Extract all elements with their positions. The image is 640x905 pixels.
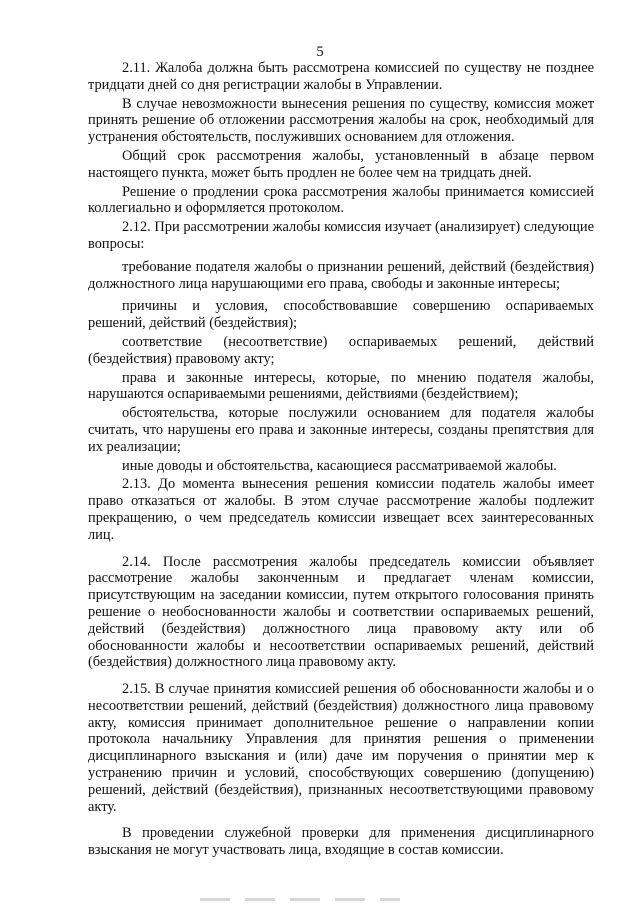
paragraph-2-14: 2.14. После рассмотрения жалобы председатель комиссии объявляет рассмотрение жалобы законченным и предлагает членам комиссии, присутствующим на заседании комиссии, путем открытого голосования принять решение о необоснованности жалобы и соответствии оспариваемых решений, действий (бездействия) должностного лица правовому акту или об обоснованности жалобы и несоответствии оспариваемых решений, действий (бездействия) должностного лица правовому акту. [88, 553, 594, 671]
paragraph-extension-decision: Решение о продлении срока рассмотрения жалобы принимается комиссией коллегиально и оформляется протоколом. [88, 183, 594, 217]
list-item-circumstances: обстоятельства, которые послужили основанием для подателя жалобы считать, что нарушены его права и законные интересы, созданы препятствия для их реализации; [88, 405, 594, 455]
paragraph-2-15: 2.15. В случае принятия комиссией решения об обоснованности жалобы и о несоответствии решений, действий (бездействия) должностного лица правовому акту, комиссия принимает дополнительное решение о направлении копии протокола начальнику Управления для принятия решения о применении дисциплинарного взыскания и (или) даче им поручения о принятии мер к устранению причин и условий, способствующих совершению (допущению) решений, действий (бездействия), признанных несоответствующими правовому акту. [88, 681, 594, 815]
paragraph-disciplinary-check: В проведении служебной проверки для применения дисциплинарного взыскания не могут участвовать лица, входящие в состав комиссии. [88, 825, 594, 859]
list-item-compliance: соответствие (несоответствие) оспариваемых решений, действий (бездействия) правовому акту; [88, 333, 594, 367]
page-number: 5 [316, 44, 324, 60]
document-body [88, 60, 594, 859]
list-item-rights: права и законные интересы, которые, по мнению подателя жалобы, нарушаются оспариваемыми решениями, действиями (бездействием); [88, 369, 594, 403]
paragraph-2-12: 2.12. При рассмотрении жалобы комиссия изучает (анализирует) следующие вопросы: [88, 219, 594, 252]
paragraph-total-term: Общий срок рассмотрения жалобы, установленный в абзаце первом настоящего пункта, может быть продлен не более чем на тридцать дней. [88, 147, 594, 181]
list-item-requirement: требование подателя жалобы о признании решений, действий (бездействия) должностного лица нарушающими его права, свободы и законные интересы; [88, 258, 594, 292]
scan-artifact [200, 898, 400, 901]
paragraph-2-13: 2.13. До момента вынесения решения комиссии податель жалобы имеет право отказаться от жалобы. В этом случае рассмотрение жалобы подлежит прекращению, о чем председатель комиссии извещает всех заинтересованных лиц. [88, 476, 594, 543]
paragraph-postponement: В случае невозможности вынесения решения по существу, комиссия может принять решение об отложении рассмотрения жалобы на срок, необходимый для устранения обстоятельств, послуживших основанием для отложения. [88, 95, 594, 146]
list-item-other-arguments: иные доводы и обстоятельства, касающиеся рассматриваемой жалобы. [122, 457, 557, 474]
paragraph-2-11: 2.11. Жалоба должна быть рассмотрена комиссией по существу не позднее тридцати дней со дня регистрации жалобы в Управлении. [88, 60, 594, 93]
list-item-causes: причины и условия, способствовавшие совершению оспариваемых решений, действий (бездействия); [88, 298, 594, 332]
